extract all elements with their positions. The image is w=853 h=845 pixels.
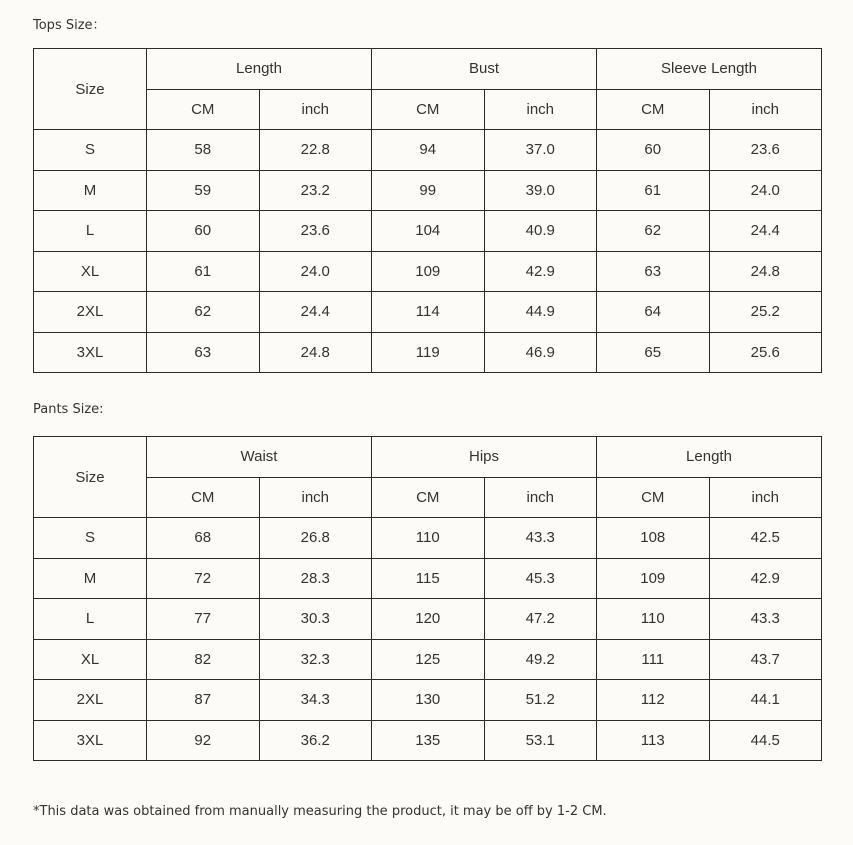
measurement-cell: 47.2 [484, 599, 597, 640]
measurement-footnote: *This data was obtained from manually measuring the product, it may be off by 1-2 CM. [33, 804, 607, 819]
measurement-cell: 125 [372, 639, 485, 680]
measurement-cell: 24.0 [709, 170, 822, 211]
table-header-row [34, 49, 822, 90]
unit-header: CM [597, 477, 710, 518]
measurement-cell: 110 [597, 599, 710, 640]
pants-size-table [33, 436, 822, 761]
measurement-cell: 32.3 [259, 639, 372, 680]
size-cell: 2XL [34, 292, 147, 333]
measurement-cell: 43.3 [484, 518, 597, 559]
measurement-cell: 25.2 [709, 292, 822, 333]
measurement-cell: 24.4 [709, 211, 822, 252]
measurement-cell: 62 [147, 292, 260, 333]
table-header-row [34, 437, 822, 478]
table-row [34, 599, 822, 640]
unit-header: inch [709, 477, 822, 518]
group-header: Waist [147, 437, 372, 478]
table-row [34, 170, 822, 211]
measurement-cell: 135 [372, 720, 485, 761]
measurement-cell: 62 [597, 211, 710, 252]
measurement-cell: 60 [597, 130, 710, 171]
table-row [34, 639, 822, 680]
measurement-cell: 119 [372, 332, 485, 373]
measurement-cell: 58 [147, 130, 260, 171]
size-cell: XL [34, 639, 147, 680]
measurement-cell: 108 [597, 518, 710, 559]
size-column-header: Size [34, 49, 147, 130]
size-cell: 3XL [34, 332, 147, 373]
unit-header: CM [372, 477, 485, 518]
measurement-cell: 59 [147, 170, 260, 211]
pants-size-label: Pants Size: [33, 402, 104, 417]
measurement-cell: 39.0 [484, 170, 597, 211]
measurement-cell: 51.2 [484, 680, 597, 721]
group-header: Bust [372, 49, 597, 90]
size-cell: XL [34, 251, 147, 292]
measurement-cell: 42.5 [709, 518, 822, 559]
table-row [34, 518, 822, 559]
group-header: Sleeve Length [597, 49, 822, 90]
size-cell: M [34, 170, 147, 211]
measurement-cell: 24.0 [259, 251, 372, 292]
table-row [34, 211, 822, 252]
measurement-cell: 113 [597, 720, 710, 761]
unit-header: inch [484, 89, 597, 130]
measurement-cell: 130 [372, 680, 485, 721]
measurement-cell: 77 [147, 599, 260, 640]
unit-header: CM [372, 89, 485, 130]
unit-header: inch [259, 89, 372, 130]
size-cell: L [34, 599, 147, 640]
tops-size-table [33, 48, 822, 373]
table-row [34, 130, 822, 171]
measurement-cell: 23.6 [259, 211, 372, 252]
measurement-cell: 61 [597, 170, 710, 211]
measurement-cell: 44.1 [709, 680, 822, 721]
size-cell: 2XL [34, 680, 147, 721]
measurement-cell: 37.0 [484, 130, 597, 171]
measurement-cell: 30.3 [259, 599, 372, 640]
measurement-cell: 28.3 [259, 558, 372, 599]
tops-size-label: Tops Size： [33, 18, 106, 33]
size-cell: M [34, 558, 147, 599]
measurement-cell: 87 [147, 680, 260, 721]
measurement-cell: 44.5 [709, 720, 822, 761]
measurement-cell: 36.2 [259, 720, 372, 761]
measurement-cell: 43.3 [709, 599, 822, 640]
table-row [34, 680, 822, 721]
measurement-cell: 25.6 [709, 332, 822, 373]
unit-header: inch [709, 89, 822, 130]
table-unit-row [34, 89, 822, 130]
group-header: Length [597, 437, 822, 478]
measurement-cell: 24.4 [259, 292, 372, 333]
size-column-header: Size [34, 437, 147, 518]
measurement-cell: 23.2 [259, 170, 372, 211]
measurement-cell: 92 [147, 720, 260, 761]
unit-header: CM [147, 89, 260, 130]
measurement-cell: 68 [147, 518, 260, 559]
table-row [34, 558, 822, 599]
measurement-cell: 46.9 [484, 332, 597, 373]
unit-header: inch [484, 477, 597, 518]
measurement-cell: 60 [147, 211, 260, 252]
unit-header: CM [597, 89, 710, 130]
group-header: Length [147, 49, 372, 90]
size-cell: S [34, 130, 147, 171]
measurement-cell: 109 [597, 558, 710, 599]
measurement-cell: 45.3 [484, 558, 597, 599]
measurement-cell: 94 [372, 130, 485, 171]
measurement-cell: 65 [597, 332, 710, 373]
measurement-cell: 24.8 [709, 251, 822, 292]
measurement-cell: 63 [147, 332, 260, 373]
measurement-cell: 34.3 [259, 680, 372, 721]
measurement-cell: 42.9 [709, 558, 822, 599]
measurement-cell: 110 [372, 518, 485, 559]
unit-header: inch [259, 477, 372, 518]
unit-header: CM [147, 477, 260, 518]
measurement-cell: 42.9 [484, 251, 597, 292]
measurement-cell: 64 [597, 292, 710, 333]
measurement-cell: 53.1 [484, 720, 597, 761]
measurement-cell: 40.9 [484, 211, 597, 252]
measurement-cell: 104 [372, 211, 485, 252]
table-row [34, 251, 822, 292]
measurement-cell: 63 [597, 251, 710, 292]
measurement-cell: 82 [147, 639, 260, 680]
measurement-cell: 115 [372, 558, 485, 599]
measurement-cell: 109 [372, 251, 485, 292]
table-unit-row [34, 477, 822, 518]
measurement-cell: 26.8 [259, 518, 372, 559]
measurement-cell: 43.7 [709, 639, 822, 680]
measurement-cell: 61 [147, 251, 260, 292]
group-header: Hips [372, 437, 597, 478]
measurement-cell: 49.2 [484, 639, 597, 680]
table-row [34, 332, 822, 373]
measurement-cell: 99 [372, 170, 485, 211]
measurement-cell: 111 [597, 639, 710, 680]
size-cell: L [34, 211, 147, 252]
table-row [34, 292, 822, 333]
size-cell: S [34, 518, 147, 559]
measurement-cell: 72 [147, 558, 260, 599]
measurement-cell: 24.8 [259, 332, 372, 373]
size-cell: 3XL [34, 720, 147, 761]
measurement-cell: 44.9 [484, 292, 597, 333]
measurement-cell: 114 [372, 292, 485, 333]
measurement-cell: 23.6 [709, 130, 822, 171]
measurement-cell: 112 [597, 680, 710, 721]
measurement-cell: 22.8 [259, 130, 372, 171]
table-row [34, 720, 822, 761]
measurement-cell: 120 [372, 599, 485, 640]
